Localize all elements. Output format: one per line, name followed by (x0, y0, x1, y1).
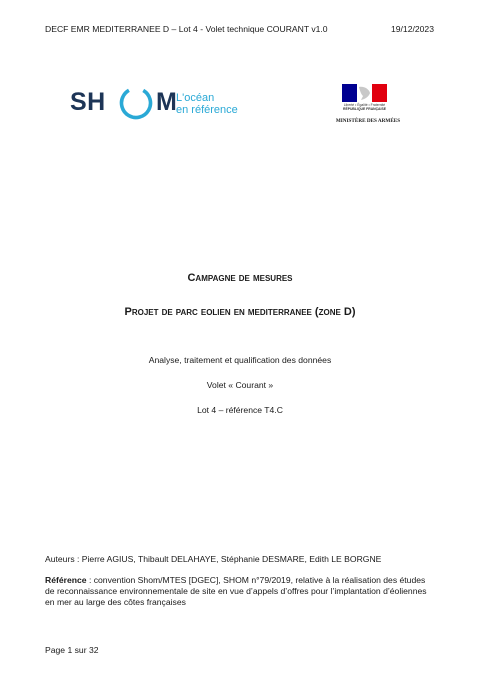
subtitle-lot: Lot 4 – référence T4.C (197, 405, 283, 415)
shom-logo-text-left: SH (70, 88, 106, 116)
marianne-flag-icon (342, 84, 387, 102)
ministry-logo (318, 84, 408, 130)
republic-name: RÉPUBLIQUE FRANÇAISE (343, 107, 386, 111)
main-title: Campagne de mesures (187, 272, 293, 284)
reference-label: Référence (45, 575, 87, 585)
authors-line: Auteurs : Pierre AGIUS, Thibault DELAHAYE, Stéphanie DESMARE, Edith LE BORGNE (45, 554, 382, 564)
shom-tagline-line2: en référence (176, 104, 238, 116)
shom-tagline-line1: L'océan (176, 92, 215, 104)
ministry-name: MINISTÈRE DES ARMÉES (335, 118, 401, 124)
document-header-title: DECF EMR MEDITERRANEE D – Lot 4 - Volet technique COURANT v1.0 (45, 24, 328, 34)
reference-paragraph (45, 575, 437, 607)
subtitle-analysis: Analyse, traitement et qualification des données (148, 355, 332, 365)
document-header-date: 19/12/2023 (390, 24, 434, 34)
shom-logo (70, 78, 250, 130)
subtitle-volet: Volet « Courant » (206, 380, 274, 390)
shom-logo-text-right: M (156, 88, 177, 116)
shom-tagline (176, 92, 238, 116)
republic-motto: Liberté • Égalité • Fraternité (343, 103, 386, 107)
project-title: Projet de parc eolien en mediterranee (zone D) (124, 306, 356, 318)
reference-text: : convention Shom/MTES [DGEC], SHOM n°79/2019, relative à la réalisation des études de reconnaissance environnementale de site en vue d’appels d’offres pour l’implantation d’éoliennes en mer au large des côtes françaises (45, 575, 427, 607)
shom-wave-ring-icon (116, 82, 156, 122)
page-number: Page 1 sur 32 (45, 645, 99, 655)
